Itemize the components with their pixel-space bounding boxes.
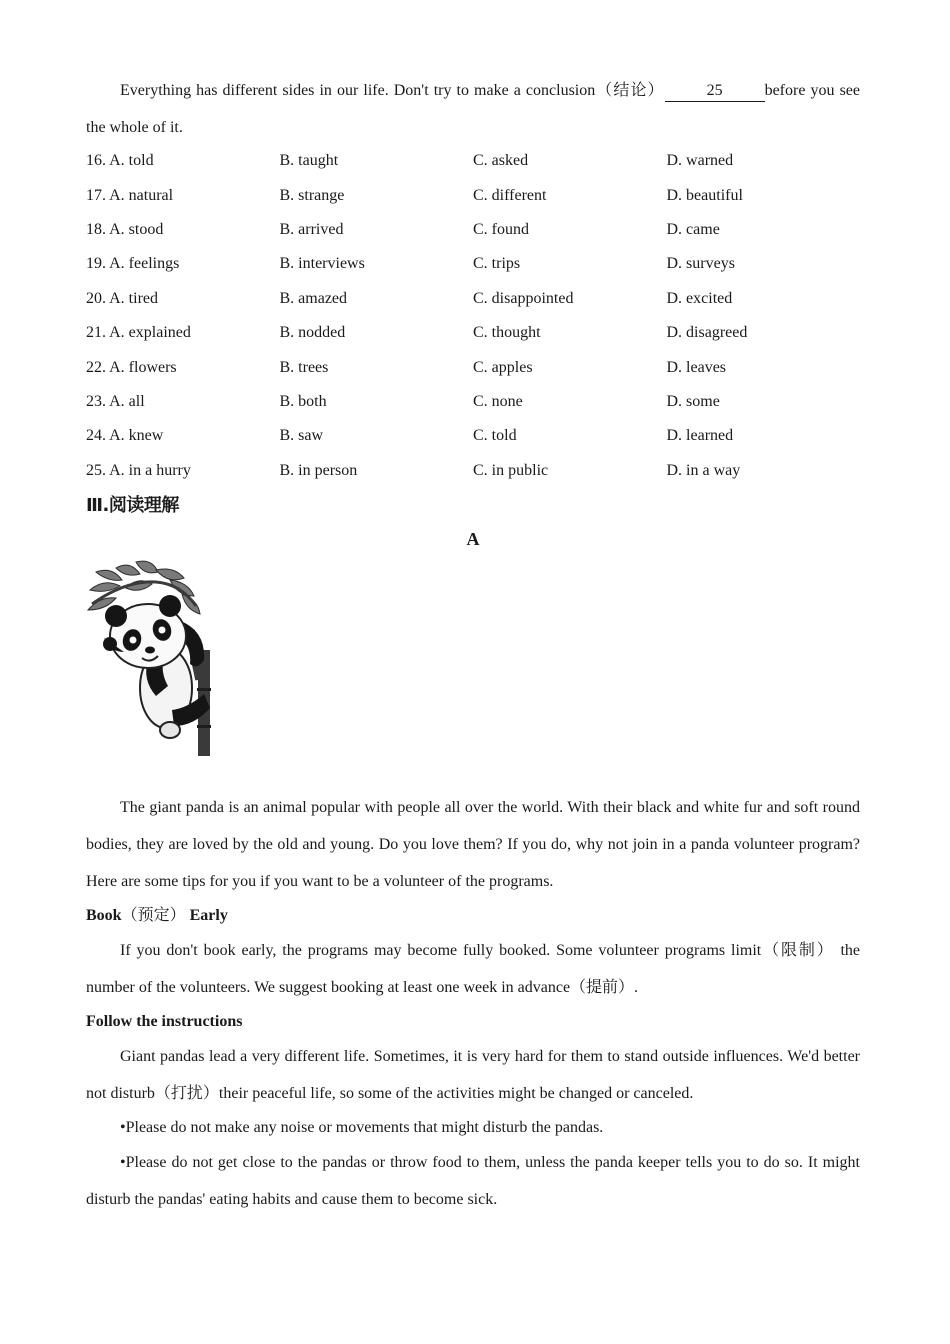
option-b: B. saw [279, 427, 324, 445]
option-d: D. came [666, 220, 720, 238]
option-d: D. excited [666, 289, 733, 307]
option-c: C. thought [473, 324, 541, 342]
subheading-follow-instructions: Follow the instructions [86, 1013, 243, 1030]
option-b: B. nodded [279, 324, 346, 342]
option-a: 20. A. tired [86, 289, 158, 307]
option-b: B. amazed [279, 289, 348, 307]
cloze-blank: 25 [665, 81, 765, 102]
book-early-paragraph: If you don't book early, the programs may become fully booked. Some volunteer programs limit（限制） the number of the volunteers. We suggest booking at least one week in advance（提前）. [86, 942, 860, 996]
option-a: 25. A. in a hurry [86, 461, 191, 479]
option-c: C. asked [473, 152, 529, 170]
option-b: B. strange [279, 186, 345, 204]
option-c: C. trips [473, 255, 521, 273]
option-c: C. told [473, 427, 517, 445]
option-row [86, 213, 860, 247]
option-row [86, 316, 860, 350]
option-a: 21. A. explained [86, 324, 191, 342]
option-d: D. disagreed [666, 324, 748, 342]
option-row [86, 350, 860, 384]
option-c: C. apples [473, 358, 533, 376]
option-b: B. taught [279, 152, 339, 170]
option-row [86, 454, 860, 488]
option-c: C. found [473, 220, 529, 238]
option-d: D. some [666, 392, 720, 410]
cloze-final-sentence [86, 72, 860, 146]
option-row [86, 282, 860, 316]
subheading-book-early [86, 906, 228, 926]
option-c: C. none [473, 392, 523, 410]
option-d: D. beautiful [666, 186, 743, 204]
option-a: 16. A. told [86, 152, 154, 170]
option-d: D. learned [666, 427, 734, 445]
option-b: B. trees [279, 358, 329, 376]
option-b: B. both [279, 392, 327, 410]
cloze-text-after: before you see the whole of it. [86, 82, 860, 136]
option-b: B. interviews [279, 255, 365, 273]
option-c: C. different [473, 186, 547, 204]
cloze-text-before: Everything has different sides in our life. Don't try to make a conclusion（结论） [120, 82, 665, 99]
option-a: 19. A. feelings [86, 255, 180, 273]
follow-instructions-paragraph: Giant pandas lead a very different life. Sometimes, it is very hard for them to stand outside influences. We'd better not disturb（打扰）their peaceful life, so some of the activities might be changed or canceled. [86, 1048, 860, 1102]
instruction-bullet: •Please do not make any noise or movements that might disturb the pandas. [120, 1119, 604, 1136]
option-row [86, 178, 860, 212]
option-c: C. in public [473, 461, 549, 479]
section-heading: Ⅲ.阅读理解 [86, 495, 179, 516]
answer-options-table [86, 144, 860, 488]
instruction-bullet: •Please do not get close to the pandas or throw food to them, unless the panda keeper tells you to do so. It might disturb the pandas' eating habits and cause them to become sick. [86, 1154, 860, 1208]
option-b: B. in person [279, 461, 358, 479]
option-b: B. arrived [279, 220, 344, 238]
passage-intro: The giant panda is an animal popular with people all over the world. With their black and white fur and soft round bodies, they are loved by the old and young. Do you love them? If you do, why not join in a panda volunteer program? Here are some tips for you if you want to be a volunteer of the programs. [86, 799, 860, 890]
option-row [86, 419, 860, 453]
subheading-book: Book [86, 907, 122, 924]
option-a: 22. A. flowers [86, 358, 177, 376]
option-d: D. surveys [666, 255, 735, 273]
option-row [86, 247, 860, 281]
option-a: 24. A. knew [86, 427, 164, 445]
option-a: 17. A. natural [86, 186, 174, 204]
option-a: 18. A. stood [86, 220, 164, 238]
option-d: D. in a way [666, 461, 741, 479]
option-c: C. disappointed [473, 289, 574, 307]
subheading-book-cn: （预定） [121, 907, 186, 924]
panda-illustration [86, 560, 226, 756]
option-row [86, 144, 860, 178]
passage-letter: A [466, 529, 480, 549]
option-a: 23. A. all [86, 392, 145, 410]
option-d: D. leaves [666, 358, 727, 376]
option-d: D. warned [666, 152, 734, 170]
subheading-early: Early [189, 907, 228, 924]
option-row [86, 385, 860, 419]
